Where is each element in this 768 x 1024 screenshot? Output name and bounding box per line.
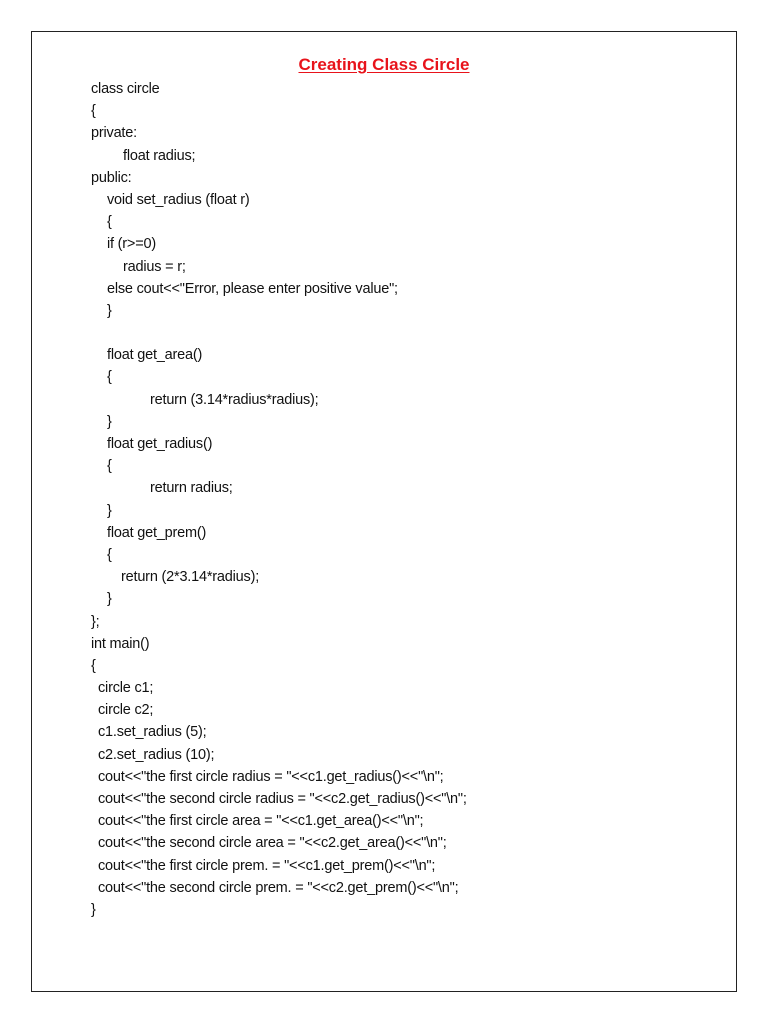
code-line: { bbox=[91, 103, 96, 120]
code-line: } bbox=[107, 502, 112, 519]
code-line: return (3.14*radius*radius); bbox=[150, 391, 319, 408]
code-line: class circle bbox=[91, 81, 160, 97]
code-line: c1.set_radius (5); bbox=[98, 724, 207, 741]
code-line: return radius; bbox=[150, 480, 233, 497]
code-line: } bbox=[107, 302, 112, 319]
code-line: return (2*3.14*radius); bbox=[121, 569, 260, 586]
code-line: private: bbox=[91, 125, 137, 142]
code-line: cout<<"the second circle area = "<<c2.get_area()<<"\n"; bbox=[98, 835, 447, 852]
code-line: if (r>=0) bbox=[107, 236, 156, 253]
code-line: c2.set_radius (10); bbox=[98, 746, 215, 763]
code-line: int main() bbox=[91, 635, 150, 652]
code-line: } bbox=[91, 901, 96, 918]
code-line: } bbox=[107, 413, 112, 430]
code-line: circle c1; bbox=[98, 680, 154, 697]
code-line: { bbox=[91, 657, 96, 674]
code-line: cout<<"the first circle radius = "<<c1.get_radius()<<"\n"; bbox=[98, 768, 444, 785]
code-line: float radius; bbox=[123, 147, 196, 164]
code-line: { bbox=[107, 546, 112, 563]
code-line: else cout<<"Error, please enter positive value"; bbox=[107, 280, 398, 297]
code-line bbox=[91, 322, 467, 344]
code-line: cout<<"the second circle prem. = "<<c2.get_prem()<<"\n"; bbox=[98, 879, 459, 896]
code-line: { bbox=[107, 214, 112, 231]
code-line: { bbox=[107, 369, 112, 386]
code-line: cout<<"the first circle prem. = "<<c1.get_prem()<<"\n"; bbox=[98, 857, 436, 874]
document-page bbox=[31, 31, 737, 992]
code-line: float get_radius() bbox=[107, 436, 213, 452]
code-line: { bbox=[107, 458, 112, 475]
code-line: public: bbox=[91, 169, 132, 186]
code-line: }; bbox=[91, 613, 100, 630]
code-line: } bbox=[107, 591, 112, 608]
code-line: void set_radius (float r) bbox=[107, 191, 250, 208]
code-line: float get_prem() bbox=[107, 524, 207, 541]
code-line: cout<<"the second circle radius = "<<c2.get_radius()<<"\n"; bbox=[98, 791, 467, 807]
code-line: circle c2; bbox=[98, 702, 154, 719]
code-block bbox=[91, 78, 467, 921]
document-title: Creating Class Circle bbox=[298, 55, 470, 74]
code-line: float get_area() bbox=[107, 347, 203, 364]
code-line: cout<<"the first circle area = "<<c1.get_area()<<"\n"; bbox=[98, 813, 424, 830]
code-line: radius = r; bbox=[123, 258, 186, 275]
